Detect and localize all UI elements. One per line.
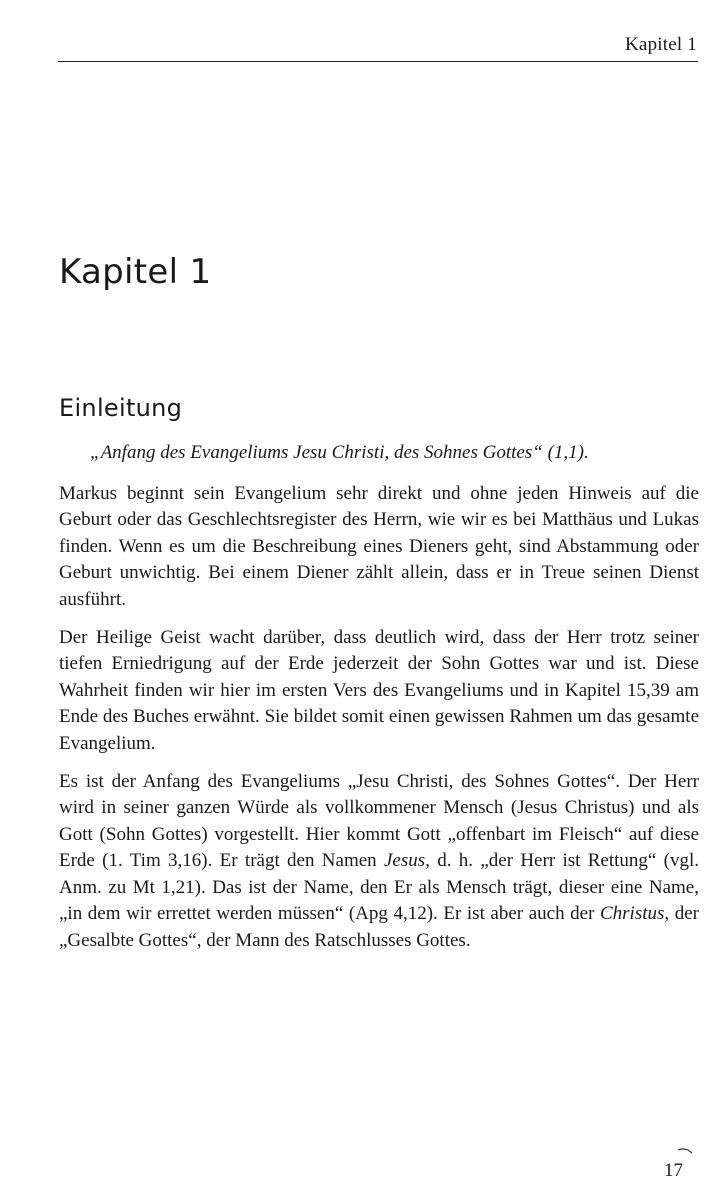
running-head: Kapitel 1: [625, 34, 697, 55]
motto-reference: (1,1).: [542, 442, 589, 463]
header-rule: [58, 61, 698, 62]
page-number: 17: [664, 1160, 683, 1181]
paragraph-2: Der Heilige Geist wacht darüber, dass deutlich wird, dass der Herr trotz seiner tiefen Erniedrigung auf der Erde jederzeit der Sohn Gottes war und ist. Diese Wahrheit finden wir hier im ersten Vers des Evangeliums und in Kapitel 15,39 am Ende des Buches erwähnt. Sie bildet somit einen gewissen Rahmen um das gesamte Evangelium.: [59, 627, 699, 754]
emphasis-christus: Christus,: [599, 903, 670, 925]
emphasis-jesus: Jesus,: [383, 850, 430, 872]
paragraph-3-part-1: Es ist der Anfang des Evangeliums „Jesu Christi, des Sohnes Gottes“. Der Herr wird in seiner ganzen Würde als vollkommener Mensch (Jesus Christus) und als Gott (Sohn Gottes) vorgestellt. Hier kommt Gott „offenbart im Fleisch“ auf diese Erde (1. Tim 3,16). Er trägt den Namen: [59, 771, 699, 872]
motto-text: „Anfang des Evangeliums Jesu Christi, des Sohnes Gottes“: [90, 442, 543, 463]
chapter-title: Kapitel 1: [59, 252, 212, 292]
paragraph-1: Markus beginnt sein Evangelium sehr direkt und ohne jeden Hinweis auf die Geburt oder das Geschlechtsregister des Herrn, wie wir es bei Matthäus und Lukas finden. Wenn es um die Beschreibung eines Dieners geht, sind Abstammung oder Geburt unwichtig. Bei einem Diener zählt allein, dass er in Treue seinen Dienst ausführt.: [59, 483, 699, 610]
paragraph-3-part-2: d. h. „der Herr ist Rettung“ (vgl. Anm. zu Mt 1,21). Das ist der Name, den Er als Mensch trägt, dieser eine Name, „in dem wir errettet werden müssen“ (Apg 4,12). Er ist aber auch der: [59, 850, 699, 925]
scan-mark-icon: [677, 1147, 693, 1155]
motto-quote: [90, 442, 589, 464]
body-text: [59, 481, 699, 966]
paragraph-3: [59, 769, 699, 954]
section-title: Einleitung: [59, 394, 183, 422]
paragraph-3-part-3: der „Gesalbte Gottes“, der Mann des Ratschlusses Gottes.: [59, 903, 699, 951]
